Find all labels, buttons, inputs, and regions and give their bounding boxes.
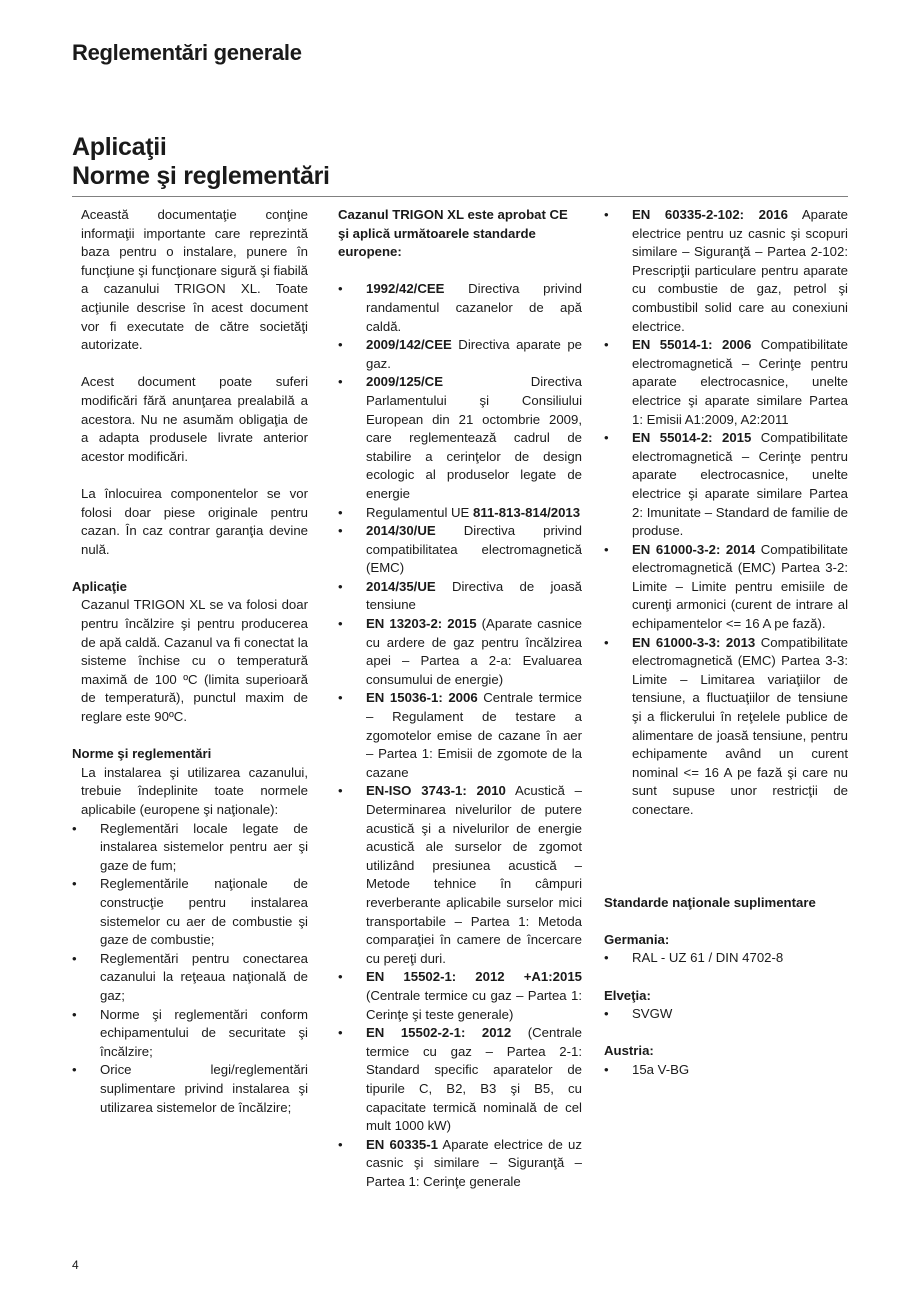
list-item: • EN 15502-1: 2012 +A1:2015 (Centrale termice cu gaz – Partea 1: Cerinţe şi teste generale)	[338, 969, 582, 1022]
list-item: • EN 15502-2-1: 2012 (Centrale termice cu gaz – Partea 2-1: Standard specific aparatelor de tipurile C, B2, B3 şi B5, cu capacitate termică nominală de cel mult 1000 kW)	[338, 1025, 583, 1134]
list-item: • Reglementări locale legate de instalarea sistemelor pentru aer şi gaze de fum;	[72, 820, 308, 873]
list-item: • EN-ISO 3743-1: 2010 Acustică – Determinarea nivelurilor de putere acustică şi a nivelurilor de energie acustică ale surselor de zgomot utilizând presiunea acustică – Metode tehnice în câmpuri reverberante aplicabile surselor mici transportabile – Partea 1: Metoda comparaţiei în camere de încercare cu pereţi duri.	[338, 783, 582, 966]
list-item: • Regulamentul UE 811-813-814/2013	[338, 504, 582, 523]
bullet-icon: •	[338, 337, 343, 353]
standard-code: EN 55014-2: 2015	[632, 430, 752, 446]
list-item: • EN 60335-1 Aparate electrice de uz casnic şi similare – Siguranţă – Partea 1: Cerinţe generale	[338, 1136, 582, 1189]
elvetia-list	[604, 1005, 848, 1024]
page-header-title: Reglementări generale	[72, 40, 302, 65]
spacer	[604, 820, 848, 894]
standard-code: 2014/35/UE	[366, 578, 436, 594]
bullet-icon: •	[604, 430, 609, 446]
bullet-icon: •	[604, 207, 609, 222]
standard-code: EN 60335-2-102: 2016	[632, 207, 788, 222]
norme-list	[72, 820, 308, 1118]
list-item: • EN 15036-1: 2006 Centrale termice – Regulament de testare a zgomotelor emise de cazane în aer – Partea 1: Emisii de zgomote de la cazane	[338, 690, 582, 780]
column-1	[72, 206, 308, 1117]
list-item: • Reglementări pentru conectarea cazanului la reţeaua naţională de gaz;	[72, 950, 308, 1003]
standard-code: 1992/42/CEE	[366, 281, 445, 297]
country-elvetia: Elveţia:	[604, 987, 651, 1003]
aplicatie-heading: Aplicaţie	[72, 578, 127, 594]
standard-code: 2009/142/CEE	[366, 337, 452, 353]
norme-heading: Norme şi reglementări	[72, 746, 212, 762]
bullet-icon: •	[338, 504, 343, 520]
standard-code: 2009/125/CE	[366, 374, 443, 390]
aplicatie-text: Cazanul TRIGON XL se va folosi doar pentru încălzire şi pentru producerea de apă caldă. Cazanul va fi conectat la sisteme închise cu o temperatură maximă de 100 ºC (limita superioară de temperatură), punctul maxim de reglare este 90ºC.	[81, 597, 308, 725]
list-item: • 2014/35/UE Directiva de joasă tensiune	[338, 578, 582, 613]
bullet-icon: •	[72, 876, 77, 892]
list-item: • RAL - UZ 61 / DIN 4702-8	[604, 949, 848, 968]
bullet-icon: •	[338, 1025, 343, 1041]
bullet-icon: •	[604, 1006, 609, 1022]
standard-code: EN 13203-2: 2015	[366, 616, 477, 632]
list-item: • 2014/30/UE Directiva privind compatibilitatea electromagnetică (EMC)	[338, 523, 582, 576]
list-item: • Norme şi reglementări conform echipamentului de securitate şi încălzire;	[72, 1006, 308, 1059]
list-item: • EN 55014-1: 2006 Compatibilitate electromagnetică – Cerinţe pentru aparate electrocasnice, unelte electrice şi aparate similare Partea 1: Emisii A1:2009, A2:2011	[604, 337, 848, 427]
list-item: • 1992/42/CEE Directiva privind randamentul cazanelor de apă caldă.	[338, 281, 582, 334]
bullet-icon: •	[338, 374, 343, 390]
column-2	[338, 206, 582, 1191]
list-item: • 2009/125/CE Directiva Parlamentului şi Consiliului European din 21 octombrie 2009, care reglementează cadrul de stabilire a cerinţelor de design ecologic al produselor legate de energie	[338, 374, 582, 501]
eu-standards-list	[338, 280, 582, 1191]
intro-paragraph: Această documentaţie conţine informaţii importante care reprezintă baza pentru o instalare, punere în funcţiune şi funcţionare sigură şi fiabilă a cazanului TRIGON XL. Toate acţiunile descrise în acest document vor fi executate de către societăţi autorizate.	[81, 207, 308, 353]
bullet-icon: •	[338, 616, 343, 632]
national-standards-heading: Standarde naţionale suplimentare	[604, 894, 816, 910]
list-item: • EN 13203-2: 2015 (Aparate casnice cu ardere de gaz pentru încălzirea apei – Partea a 2-a: Evaluarea consumului de energie)	[338, 616, 582, 687]
intro-paragraph: La înlocuirea componentelor se vor folosi doar piese originale pentru cazan. În caz contrar garanţia devine nulă.	[81, 485, 308, 557]
list-item: • Reglementările naţionale de construcţie pentru instalarea sistemelor cu aer de combustie şi gaze de combustie;	[72, 876, 308, 948]
country-austria: Austria:	[604, 1043, 654, 1059]
standard-code: EN 61000-3-3: 2013	[632, 634, 756, 650]
austria-list	[604, 1061, 848, 1080]
list-item: • EN 60335-2-102: 2016 Aparate electrice pentru uz casnic şi scopuri similare – Siguranţă – Partea 2-102: Prescripţii particulare pentru aparate cu combustie de gaz, petrol şi combustibil solid care au conexiuni electrice.	[604, 207, 849, 334]
germania-list	[604, 949, 848, 968]
standard-code: EN 15502-2-1: 2012	[366, 1025, 512, 1041]
bullet-icon: •	[604, 950, 609, 966]
standard-code: 2014/30/UE	[366, 523, 436, 539]
standard-code: EN 61000-3-2: 2014	[632, 541, 756, 557]
list-item: • SVGW	[604, 1005, 848, 1024]
section-divider	[72, 196, 848, 197]
eu-standards-list-continued	[604, 206, 848, 820]
standard-code: EN-ISO 3743-1: 2010	[366, 783, 506, 799]
country-germania: Germania:	[604, 931, 670, 947]
bullet-icon: •	[72, 1006, 77, 1022]
section-title-line-2: Norme şi reglementări	[72, 162, 330, 190]
bullet-icon: •	[338, 578, 343, 594]
standard-code: EN 15036-1: 2006	[366, 690, 478, 706]
column-3	[604, 206, 848, 1080]
bullet-icon: •	[72, 950, 77, 966]
eu-standards-heading: Cazanul TRIGON XL este aprobat CE şi aplică următoarele standarde europene:	[338, 207, 568, 260]
bullet-icon: •	[604, 634, 609, 650]
standard-code: 811-813-814/2013	[473, 504, 581, 520]
standard-code: EN 60335-1	[366, 1136, 438, 1152]
list-item: • 15a V-BG	[604, 1061, 848, 1080]
standard-code: EN 15502-1: 2012 +A1:2015	[366, 969, 582, 985]
list-item: • EN 55014-2: 2015 Compatibilitate electromagnetică – Cerinţe pentru aparate electrocasnice, unelte electrice şi aparate similare Partea 2: Imunitate – Standard de familie de produse.	[604, 430, 848, 539]
bullet-icon: •	[338, 690, 343, 706]
page-number: 4	[72, 1258, 79, 1272]
section-title-line-1: Aplicaţii	[72, 133, 167, 161]
bullet-icon: •	[604, 1061, 609, 1077]
bullet-icon: •	[604, 337, 609, 353]
list-item: • EN 61000-3-3: 2013 Compatibilitate electromagnetică (EMC) Partea 3-3: Limite – Limitarea variaţiilor de tensiune, a fluctuaţiilor de tensiune şi a flickerului în reţelele publice de alimentare de joasă tensiune, pentru echipamente având un curent nominal <= 16 A pe fază şi care nu sunt supuse unor restricţii de conectare.	[604, 634, 849, 817]
list-item: • 2009/142/CEE Directiva aparate pe gaz.	[338, 337, 582, 371]
bullet-icon: •	[338, 523, 343, 539]
norme-text: La instalarea şi utilizarea cazanului, trebuie îndeplinite toate normele aplicabile (europene şi naţionale):	[81, 764, 308, 817]
standard-code: EN 55014-1: 2006	[632, 337, 752, 353]
bullet-icon: •	[338, 969, 343, 985]
bullet-icon: •	[338, 281, 343, 297]
intro-paragraph: Acest document poate suferi modificări fără anunţarea prealabilă a acestora. Nu ne asumăm obligaţia de a adapta produsele livrate anterior acestor modificări.	[81, 374, 308, 464]
bullet-icon: •	[72, 1062, 77, 1078]
list-item: • EN 61000-3-2: 2014 Compatibilitate electromagnetică (EMC) Partea 3-2: Limite – Limite pentru emisiile de curenţi armonici (curent de intrare al echipamentelor <= 16 A pe fază).	[604, 541, 849, 632]
bullet-icon: •	[604, 541, 609, 557]
section-title	[72, 133, 330, 191]
bullet-icon: •	[338, 783, 343, 799]
list-item: • Orice legi/reglementări suplimentare privind instalarea şi utilizarea sistemelor de încălzire;	[72, 1062, 308, 1115]
bullet-icon: •	[338, 1136, 343, 1152]
bullet-icon: •	[72, 820, 77, 836]
